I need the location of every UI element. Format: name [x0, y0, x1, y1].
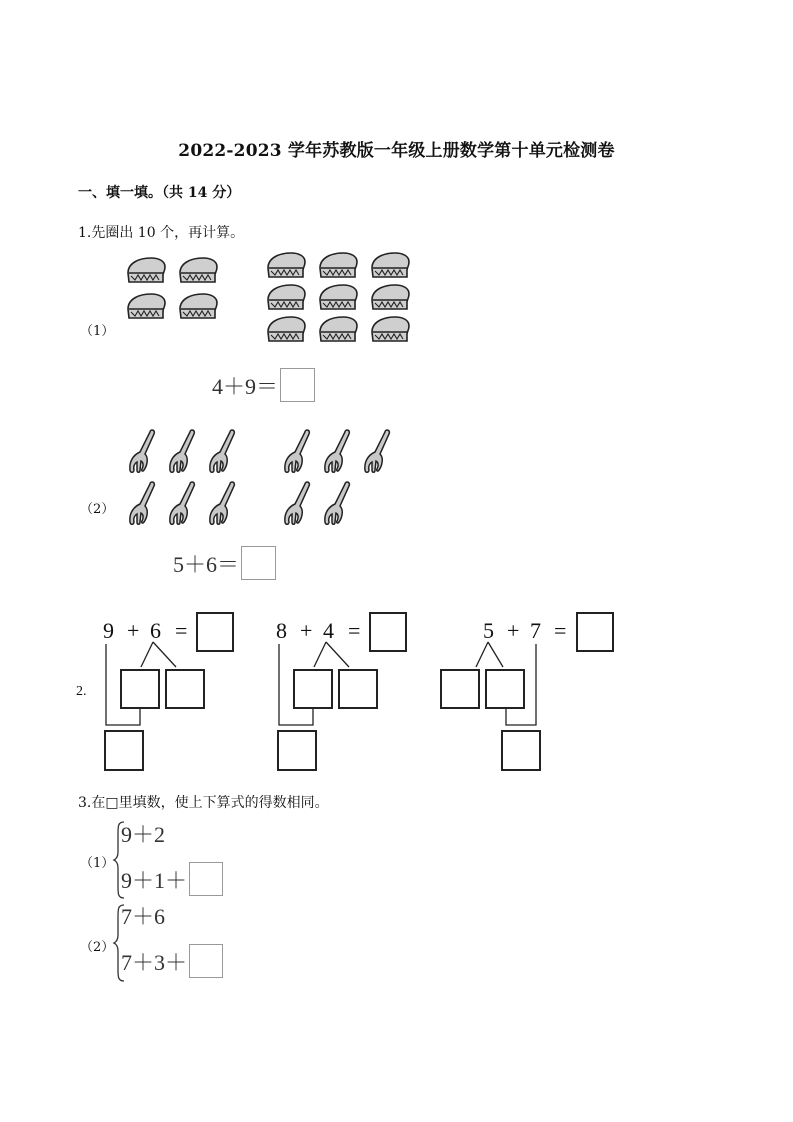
- operator: +: [127, 618, 140, 643]
- decomposition-problem-2: [273, 610, 413, 775]
- equation-bottom: [121, 862, 223, 896]
- question-3-prompt: 3.在□里填数，使上下算式的得数相同。: [78, 795, 329, 811]
- answer-box[interactable]: [189, 862, 223, 896]
- addend-b: 7: [530, 618, 541, 643]
- shoe-icon[interactable]: [265, 314, 307, 348]
- operator: +: [507, 618, 520, 643]
- make-ten-box[interactable]: [104, 730, 144, 771]
- addend-b: 6: [150, 618, 161, 643]
- equation-top: 9＋2: [121, 822, 166, 847]
- equation-bottom: [121, 944, 223, 978]
- question-1-prompt: 1.先圈出 10 个，再计算。: [78, 225, 245, 241]
- addend-a: 8: [276, 618, 287, 643]
- part-label: （2）: [80, 940, 115, 955]
- fork-icon[interactable]: [320, 428, 354, 480]
- fork-icon[interactable]: [360, 428, 394, 480]
- shoe-icon[interactable]: [369, 314, 411, 348]
- decomposition-problem-1: [100, 610, 240, 775]
- split-box-left[interactable]: [440, 669, 480, 709]
- split-box-right[interactable]: [338, 669, 378, 709]
- shoe-icon[interactable]: [317, 250, 359, 284]
- shoe-icon[interactable]: [265, 282, 307, 316]
- fork-group-right: [280, 428, 390, 528]
- shoe-icon[interactable]: [125, 291, 167, 325]
- question-2-label: 2.: [76, 684, 87, 699]
- fork-icon[interactable]: [320, 480, 354, 532]
- fork-icon[interactable]: [125, 428, 159, 480]
- equation-top: 7＋6: [121, 904, 166, 929]
- shoe-icon[interactable]: [317, 282, 359, 316]
- fork-icon[interactable]: [280, 480, 314, 532]
- equation-1: [212, 368, 315, 402]
- fork-icon[interactable]: [205, 480, 239, 532]
- part-label: （1）: [80, 856, 115, 871]
- equals: =: [348, 618, 361, 643]
- shoe-icon[interactable]: [317, 314, 359, 348]
- addend-a: 5: [483, 618, 494, 643]
- equation-2: [173, 546, 276, 580]
- fork-group-left: [125, 428, 235, 528]
- shoe-icon[interactable]: [177, 291, 219, 325]
- equation-bottom-text: 9＋1＋: [121, 867, 188, 893]
- shoe-icon[interactable]: [265, 250, 307, 284]
- part-label: （2）: [80, 502, 115, 517]
- fork-icon[interactable]: [165, 428, 199, 480]
- fork-icon[interactable]: [280, 428, 314, 480]
- addend-b: 4: [323, 618, 334, 643]
- split-box-left[interactable]: [293, 669, 333, 709]
- addend-a: 9: [103, 618, 114, 643]
- fork-icon[interactable]: [125, 480, 159, 532]
- page-title: 2022-2023 学年苏教版一年级上册数学第十单元检测卷: [178, 141, 615, 161]
- answer-box[interactable]: [189, 944, 223, 978]
- shoe-icon[interactable]: [177, 255, 219, 289]
- fork-icon[interactable]: [205, 428, 239, 480]
- section-heading: 一、填一填。（共 14 分）: [78, 185, 241, 201]
- make-ten-box[interactable]: [501, 730, 541, 771]
- equation-text: 5＋6＝: [173, 551, 240, 577]
- shoe-group-right: [265, 250, 425, 350]
- split-box-right[interactable]: [485, 669, 525, 709]
- split-box-right[interactable]: [165, 669, 205, 709]
- shoe-icon[interactable]: [125, 255, 167, 289]
- answer-box[interactable]: [241, 546, 276, 580]
- split-box-left[interactable]: [120, 669, 160, 709]
- make-ten-box[interactable]: [277, 730, 317, 771]
- operator: +: [300, 618, 313, 643]
- equation-bottom-text: 7＋3＋: [121, 949, 188, 975]
- fork-icon[interactable]: [165, 480, 199, 532]
- shoe-icon[interactable]: [369, 282, 411, 316]
- decomposition-problem-3: [440, 610, 620, 775]
- equals: =: [175, 618, 188, 643]
- equals: =: [554, 618, 567, 643]
- equation-text: 4＋9＝: [212, 373, 279, 399]
- part-label: （1）: [80, 324, 115, 339]
- shoe-icon[interactable]: [369, 250, 411, 284]
- shoe-group-left: [125, 255, 225, 325]
- answer-box[interactable]: [280, 368, 315, 402]
